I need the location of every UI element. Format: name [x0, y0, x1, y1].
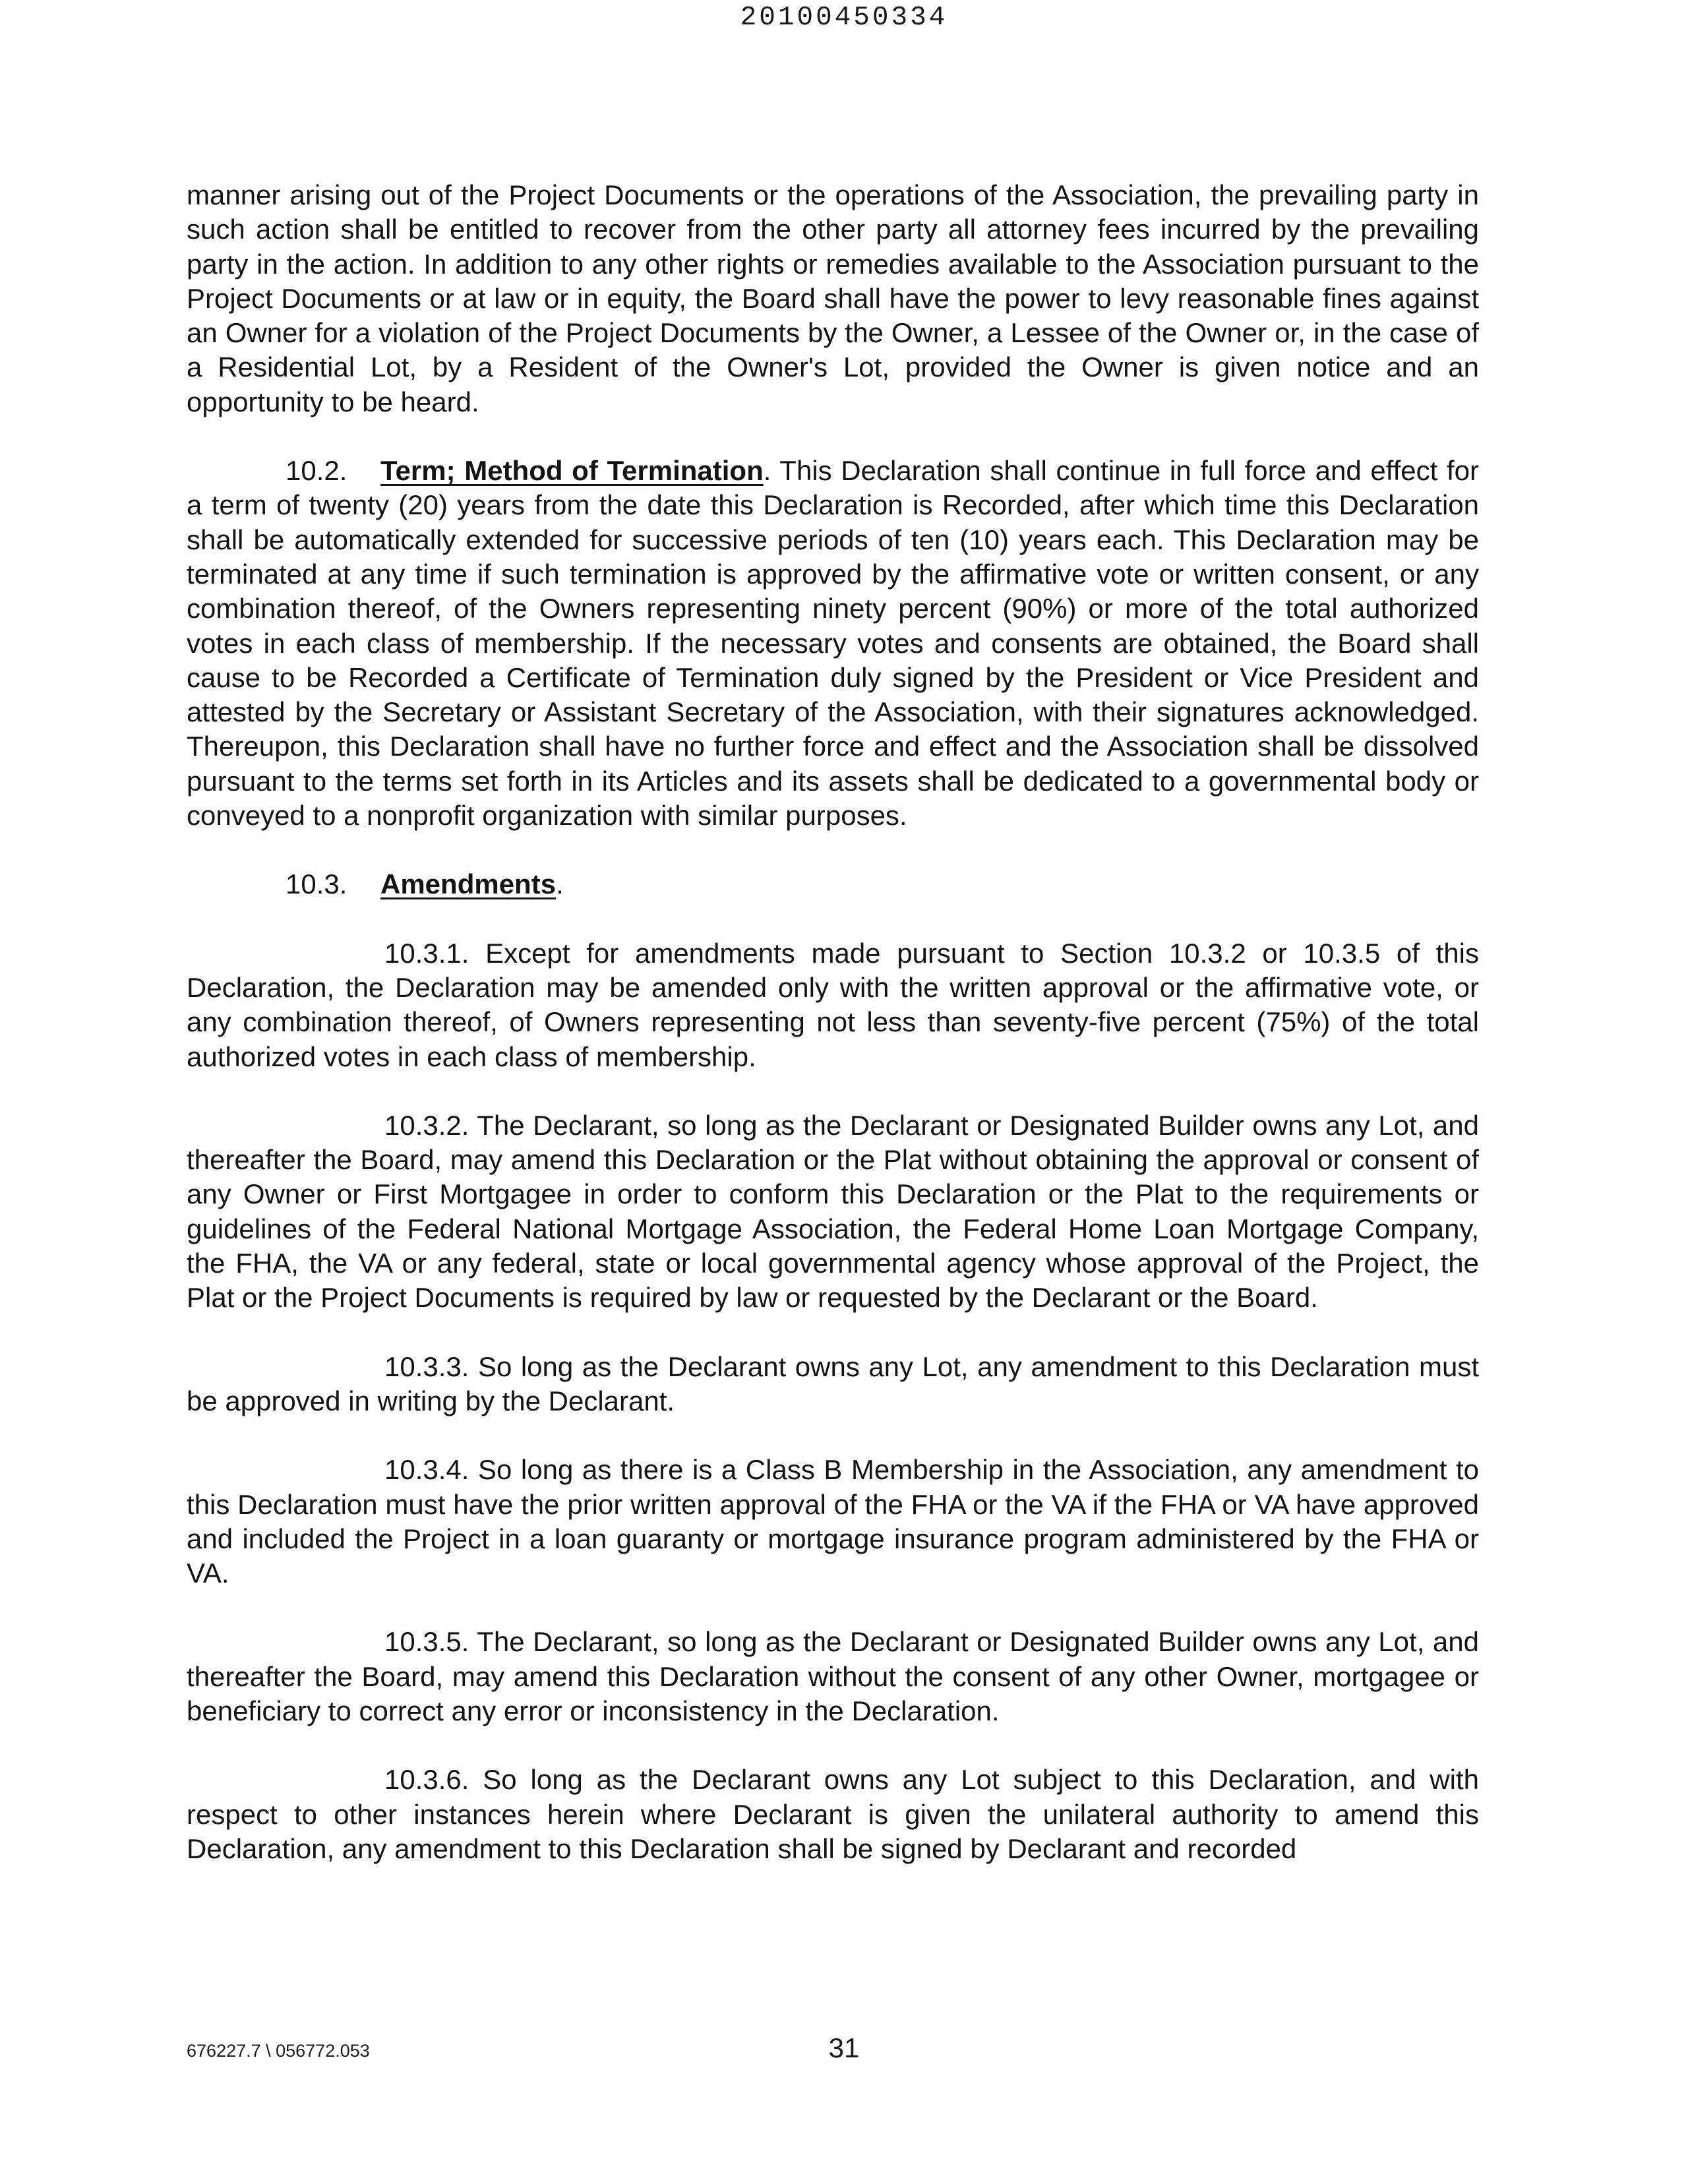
subsection-10-3-6	[187, 1763, 1479, 1866]
subsection-10-3-5	[187, 1625, 1479, 1728]
section-number: 10.3.	[286, 868, 347, 900]
section-number: 10.2.	[286, 455, 347, 487]
subsection-text: The Declarant, so long as the Declarant or Designated Builder owns any Lot, and thereafter the Board, may amend this Declaration or the Plat without obtaining the approval or consent of any Owner or First Mortgagee in order to conform this Declaration or the Plat to the requirements or guidelines of the Federal National Mortgage Association, the Federal Home Loan Mortgage Company, the FHA, the VA or any federal, state or local governmental agency whose approval of the Project, the Plat or the Project Documents is required by law or requested by the Declarant or the Board.	[187, 1109, 1479, 1314]
section-heading-period: .	[556, 868, 564, 900]
subsection-number: 10.3.2.	[384, 1109, 469, 1141]
subsection-number: 10.3.5.	[384, 1626, 469, 1658]
document-number: 20100450334	[740, 3, 948, 33]
page-body	[187, 178, 1479, 1866]
section-text: . This Declaration shall continue in full force and effect for a term of twenty (20) years from the date this Declaration is Recorded, after which time this Declaration shall be automatically extended for successive periods of ten (10) years each. This Declaration may be terminated at any time if such termination is approved by the affirmative vote or written consent, or any combination thereof, of the Owners representing ninety percent (90%) or more of the total authorized votes in each class of membership. If the necessary votes and consents are obtained, the Board shall cause to be Recorded a Certificate of Termination duly signed by the President or Vice President and attested by the Secretary or Assistant Secretary of the Association, with their signatures acknowledged. Thereupon, this Declaration shall have no further force and effect and the Association shall be dissolved pursuant to the terms set forth in its Articles and its assets shall be dedicated to a governmental body or conveyed to a nonprofit organization with similar purposes.	[187, 455, 1479, 832]
paragraph-continuation: manner arising out of the Project Documents or the operations of the Association, the prevailing party in such action shall be entitled to recover from the other party all attorney fees incurred by the prevailing party in the action. In addition to any other rights or remedies available to the Association pursuant to the Project Documents or at law or in equity, the Board shall have the power to levy reasonable fines against an Owner for a violation of the Project Documents by the Owner, a Lessee of the Owner or, in the case of a Residential Lot, by a Resident of the Owner's Lot, provided the Owner is given notice and an opportunity to be heard.	[187, 179, 1479, 417]
subsection-text: The Declarant, so long as the Declarant or Designated Builder owns any Lot, and thereafter the Board, may amend this Declaration without the consent of any other Owner, mortgagee or beneficiary to correct any error or inconsistency in the Declaration.	[187, 1626, 1479, 1726]
section-10-3	[187, 867, 1479, 901]
subsection-10-3-2	[187, 1108, 1479, 1316]
subsection-text: So long as the Declarant owns any Lot subject to this Declaration, and with respect to other instances herein where Declarant is given the unilateral authority to amend this Declaration, any amendment to this Declaration shall be signed by Declarant and recorded	[187, 1764, 1479, 1864]
subsection-number: 10.3.6.	[384, 1764, 469, 1796]
subsection-10-3-4	[187, 1453, 1479, 1591]
subsection-10-3-1	[187, 936, 1479, 1074]
section-heading: Amendments	[380, 868, 557, 900]
page-number: 31	[828, 2032, 860, 2063]
section-heading: Term; Method of Termination	[380, 455, 764, 487]
section-10-2	[187, 454, 1479, 833]
subsection-text: Except for amendments made pursuant to Section 10.3.2 or 10.3.5 of this Declaration, the Declaration may be amended only with the written approval or the affirmative vote, or any combination thereof, of Owners representing not less than seventy-five percent (75%) of the total authorized votes in each class of membership.	[187, 937, 1479, 1072]
subsection-text: So long as the Declarant owns any Lot, any amendment to this Declaration must be approved in writing by the Declarant.	[187, 1350, 1479, 1416]
subsection-text: So long as there is a Class B Membership in the Association, any amendment to this Declaration must have the prior written approval of the FHA or the VA if the FHA or VA have approved and included the Project in a loan guaranty or mortgage insurance program administered by the FHA or VA.	[187, 1454, 1479, 1589]
footer-reference: 676227.7 \ 056772.053	[187, 2041, 370, 2061]
subsection-number: 10.3.3.	[384, 1350, 469, 1382]
subsection-number: 10.3.4.	[384, 1454, 469, 1486]
subsection-number: 10.3.1.	[384, 937, 469, 969]
subsection-10-3-3	[187, 1350, 1479, 1419]
